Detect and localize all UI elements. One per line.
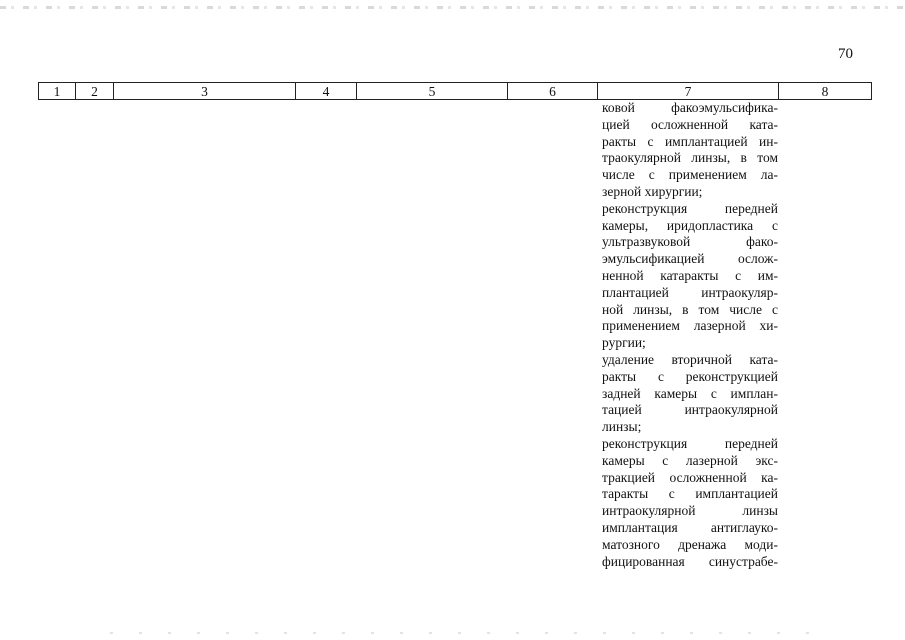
column-7-text-line: рургии; [602,335,646,351]
column-7-text-line: удаление вторичной ката- [602,351,778,367]
header-cell-1: 1 [39,83,76,100]
column-7-text-line: тацией интраокулярной [602,402,778,418]
column-7-text-line: реконструкция передней [602,200,778,216]
column-7-text-line: камеры с лазерной экс- [602,452,778,468]
column-7-text-line: реконструкция передней [602,435,778,451]
header-row [39,83,872,100]
column-7-text-line: ной линзы, в том числе с [602,301,778,317]
column-7-text-line: ковой факоэмульсифика- [602,100,778,115]
header-cell-3: 3 [114,83,296,100]
column-7-text-line: фицированная синустрабе- [602,553,778,569]
column-7-text-block [602,100,778,570]
column-7-text-line: зерной хирургии; [602,183,703,199]
column-7-text-line: тракцией осложненной ка- [602,469,778,485]
scan-artifact-top [0,6,905,9]
column-7-text-line: камеры, иридопластика с [602,217,778,233]
column-number-header-table [38,82,872,100]
header-cell-6: 6 [508,83,598,100]
column-7-text-line: числе с применением ла- [602,167,778,183]
header-cell-2: 2 [76,83,114,100]
column-7-text-line: задней камеры с имплан- [602,385,778,401]
column-7-text-line: плантацией интраокуляр- [602,284,778,300]
column-7-text-line: ракты с имплантацией ин- [602,133,778,149]
header-cell-8: 8 [779,83,872,100]
column-7-text-line: траокулярной линзы, в том [602,150,778,166]
column-7-text-line: матозного дренажа моди- [602,536,778,552]
page-number: 70 [838,46,853,62]
column-7-text-line: применением лазерной хи- [602,318,778,334]
scan-artifact-bottom [110,632,810,634]
column-7-text-line: цией осложненной ката- [602,116,778,132]
column-7-text-line: ультразвуковой фако- [602,234,778,250]
column-7-text-line: ракты с реконструкцией [602,368,778,384]
column-7-text-line: таракты с имплантацией [602,486,778,502]
column-7-text-line: имплантация антиглауко- [602,519,778,535]
header-cell-4: 4 [296,83,357,100]
header-cell-7: 7 [598,83,779,100]
column-7-text-line: ненной катаракты с им- [602,267,778,283]
column-7-text-line: эмульсификацией ослож- [602,251,778,267]
column-7-text-line: линзы; [602,419,642,435]
header-cell-5: 5 [357,83,508,100]
column-7-text-line: интраокулярной линзы [602,503,778,519]
